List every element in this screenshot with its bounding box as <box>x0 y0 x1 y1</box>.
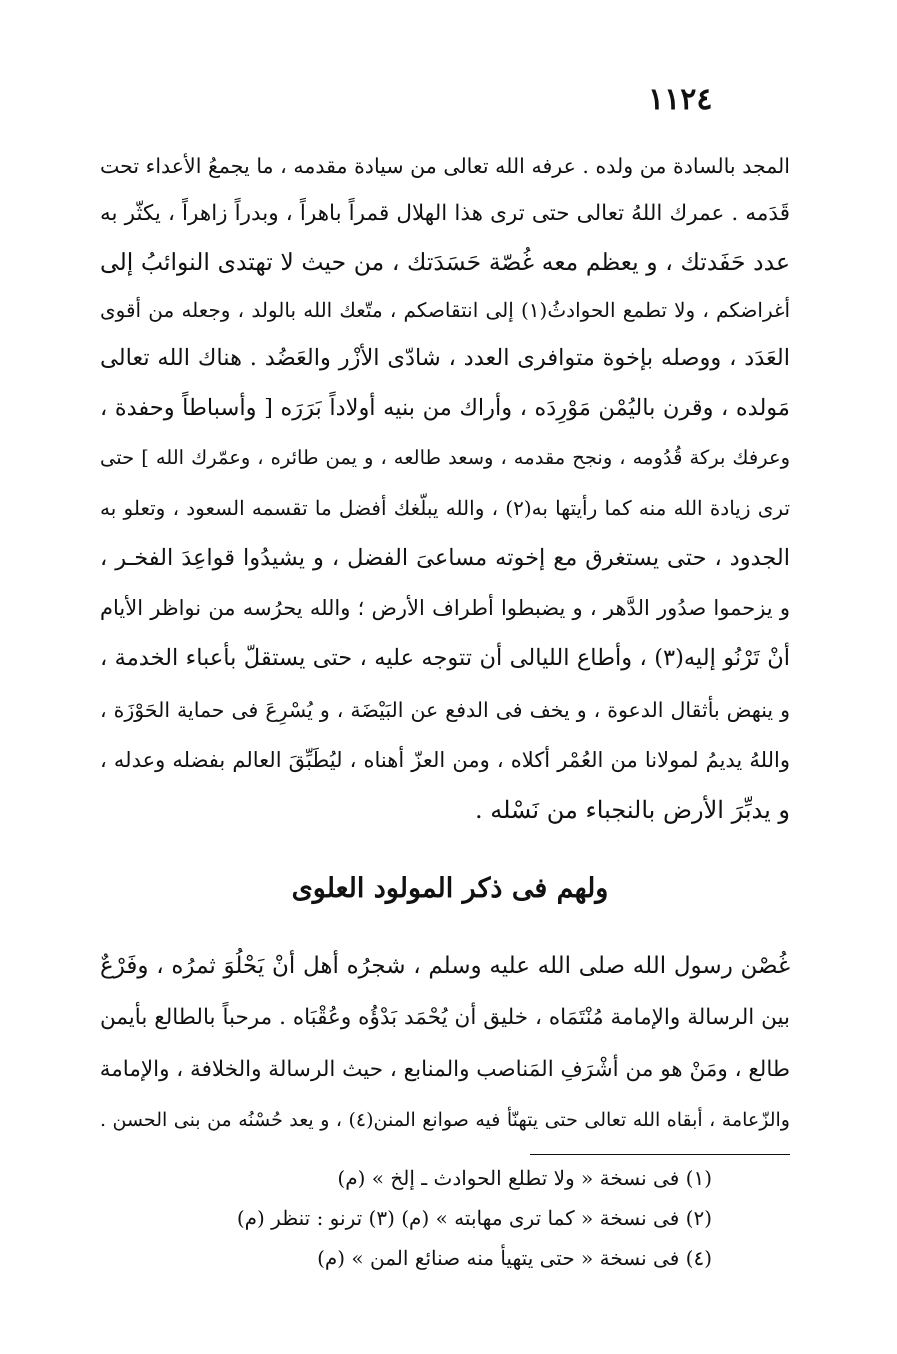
text-line: العَدَد ، ووصله بإخوة متوافرى العدد ، شادّى الأزْر والعَضُد . هناك الله تعالى <box>100 345 790 371</box>
text-line: واللهُ يديمُ لمولانا من العُمْر أكلاه ، ومن العزّ أهناه ، ليُطَبِّقَ العالم بفضله وعدله ، <box>100 748 790 772</box>
text-line: أنْ تَرْنُو إليه(٣) ، وأطاع الليالى أن تتوجه عليه ، حتى يستقلّ بأعباء الخدمة ، <box>100 645 790 671</box>
footnote: (٤) فى نسخة « حتى يتهيأ منه صنائع المن » (م) <box>317 1246 712 1270</box>
text-line: المجد بالسادة من ولده . عرفه الله تعالى من سيادة مقدمه ، ما يجمعُ الأعداء تحت <box>100 154 790 178</box>
text-line: ترى زيادة الله منه كما رأيتها به(٢) ، والله يبلّغك أفضل ما تقسمه السعود ، وتعلو به <box>100 496 791 520</box>
footnote: (٢) فى نسخة « كما ترى مهابته » (م) (٣) ترنو : تنظر (م) <box>236 1206 712 1230</box>
text-line: مَولده ، وقرن باليُمْن مَوْرِدَه ، وأراك من بنيه أولاداً بَرَرَه [ وأسباطاً وحفدة ، <box>100 395 790 421</box>
footnote: (١) فى نسخة « ولا تطلع الحوادث ـ إلخ » (م) <box>337 1166 712 1190</box>
text-line: بين الرسالة والإمامة مُنْتَمَاه ، خليق أن يُحْمَد بَدْؤُه وعُقْبَاه . مرحباً بالطالع بأيمن <box>100 1005 790 1030</box>
text-line: أغراضكم ، ولا تطمع الحوادثُ(١) إلى انتقاصكم ، متّعك الله بالولد ، وجعله من أقوى <box>100 298 791 322</box>
text-line: و يدبِّرَ الأرض بالنجباء من نَسْله . <box>474 796 790 824</box>
section-heading: ولهم فى ذكر المولود العلوى <box>291 873 609 904</box>
text-line: والزّعامة ، أبقاه الله تعالى حتى يتهنّأ فيه صوانع المنن(٤) ، و يعد حُسْنُه من بنى الحسن . <box>100 1109 790 1131</box>
page-number: ١١٢٤ <box>648 82 713 117</box>
footnote-separator <box>530 1154 790 1155</box>
text-line: طالع ، ومَنْ هو من أشْرَفِ المَناصب والمنابع ، حيث الرسالة والخلافة ، والإمامة <box>99 1057 790 1082</box>
text-line: و ينهض بأثقال الدعوة ، و يخف فى الدفع عن البَيْضَة ، و يُسْرِعَ فى حماية الحَوْزَة ، <box>100 698 790 722</box>
text-line: عدد حَفَدتك ، و يعظم معه غُصّة حَسَدَتك ، من حيث لا تهتدى النوائبُ إلى <box>100 248 790 276</box>
text-line: و يزحموا صدُور الدَّهر ، و يضبطوا أطراف الأرض ؛ والله يحرُسه من نواظر الأيام <box>100 596 790 620</box>
text-line: غُصْن رسول الله صلى الله عليه وسلم ، شجرُه أهل أنْ يَحْلُوَ ثمرُه ، وفَرْعٌ <box>100 953 790 979</box>
text-line: قَدَمه . عمرك اللهُ تعالى حتى ترى هذا الهلال قمراً باهراً ، وبدراً زاهراً ، يكثّر به <box>100 201 790 226</box>
text-line: وعرفك بركة قُدُومه ، ونجح مقدمه ، وسعد طالعه ، و يمن طائره ، وعمّرك الله ] حتى <box>100 446 790 469</box>
text-line: الجدود ، حتى يستغرق مع إخوته مساعىَ الفضل ، و يشيدُوا قواعِدَ الفخـر ، <box>100 545 790 571</box>
